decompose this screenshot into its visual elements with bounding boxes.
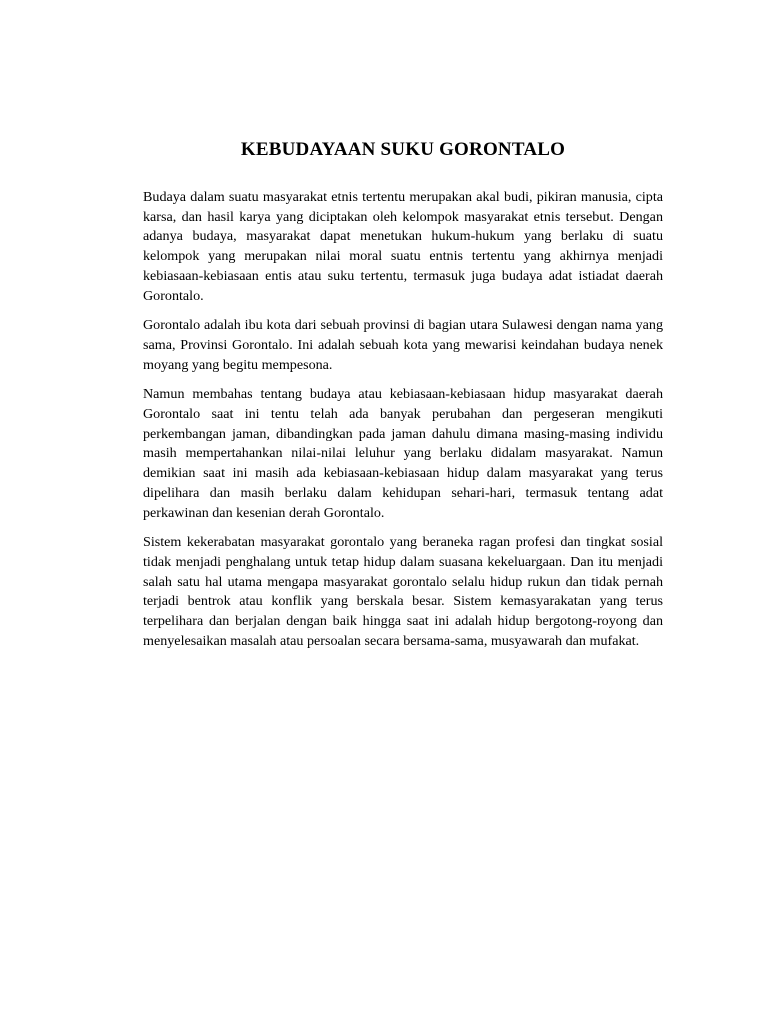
paragraph-gorontalo-city: Gorontalo adalah ibu kota dari sebuah provinsi di bagian utara Sulawesi dengan nama yang sama, Provinsi Gorontalo. Ini adalah sebuah kota yang mewarisi keindahan budaya nenek moyang yang begitu mempesona.	[143, 317, 663, 373]
document-body	[143, 188, 663, 661]
document-title: KEBUDAYAAN SUKU GORONTALO	[240, 139, 566, 160]
paragraph-budaya-definition: Budaya dalam suatu masyarakat etnis tertentu merupakan akal budi, pikiran manusia, cipta karsa, dan hasil karya yang diciptakan oleh kelompok masyarakat etnis tersebut. Dengan adanya budaya, masyarakat dapat menetukan hukum-hukum yang berlaku di suatu kelompok yang merupakan nilai moral suatu entnis tertentu yang akhirnya menjadi kebiasaan-kebiasaan entis atau suku tertentu, termasuk juga budaya adat istiadat daerah Gorontalo.	[143, 189, 663, 304]
paragraph-cultural-change: Namun membahas tentang budaya atau kebiasaan-kebiasaan hidup masyarakat daerah Gorontalo saat ini tentu telah ada banyak perubahan dan pergeseran mengikuti perkembangan jaman, dibandingkan pada jaman dahulu dimana masing-masing individu masih mempertahankan nilai-nilai leluhur yang berlaku didalam masyarakat. Namun demikian saat ini masih ada kebiasaan-kebiasaan hidup dalam masyarakat yang terus dipelihara dan masih berlaku dalam kehidupan sehari-hari, termasuk tentang adat perkawinan dan kesenian derah Gorontalo.	[143, 386, 663, 521]
paragraph-kinship-system: Sistem kekerabatan masyarakat gorontalo yang beraneka ragan profesi dan tingkat sosial tidak menjadi penghalang untuk tetap hidup dalam suasana kekeluargaan. Dan itu menjadi salah satu hal utama mengapa masyarakat gorontalo selalu hidup rukun dan tidak pernah terjadi bentrok atau konflik yang berskala besar. Sistem kemasyarakatan yang terus terpelihara dan berjalan dengan baik hingga saat ini adalah hidup bergotong-royong dan menyelesaikan masalah atau persoalan secara bersama-sama, musyawarah dan mufakat.	[143, 534, 663, 649]
